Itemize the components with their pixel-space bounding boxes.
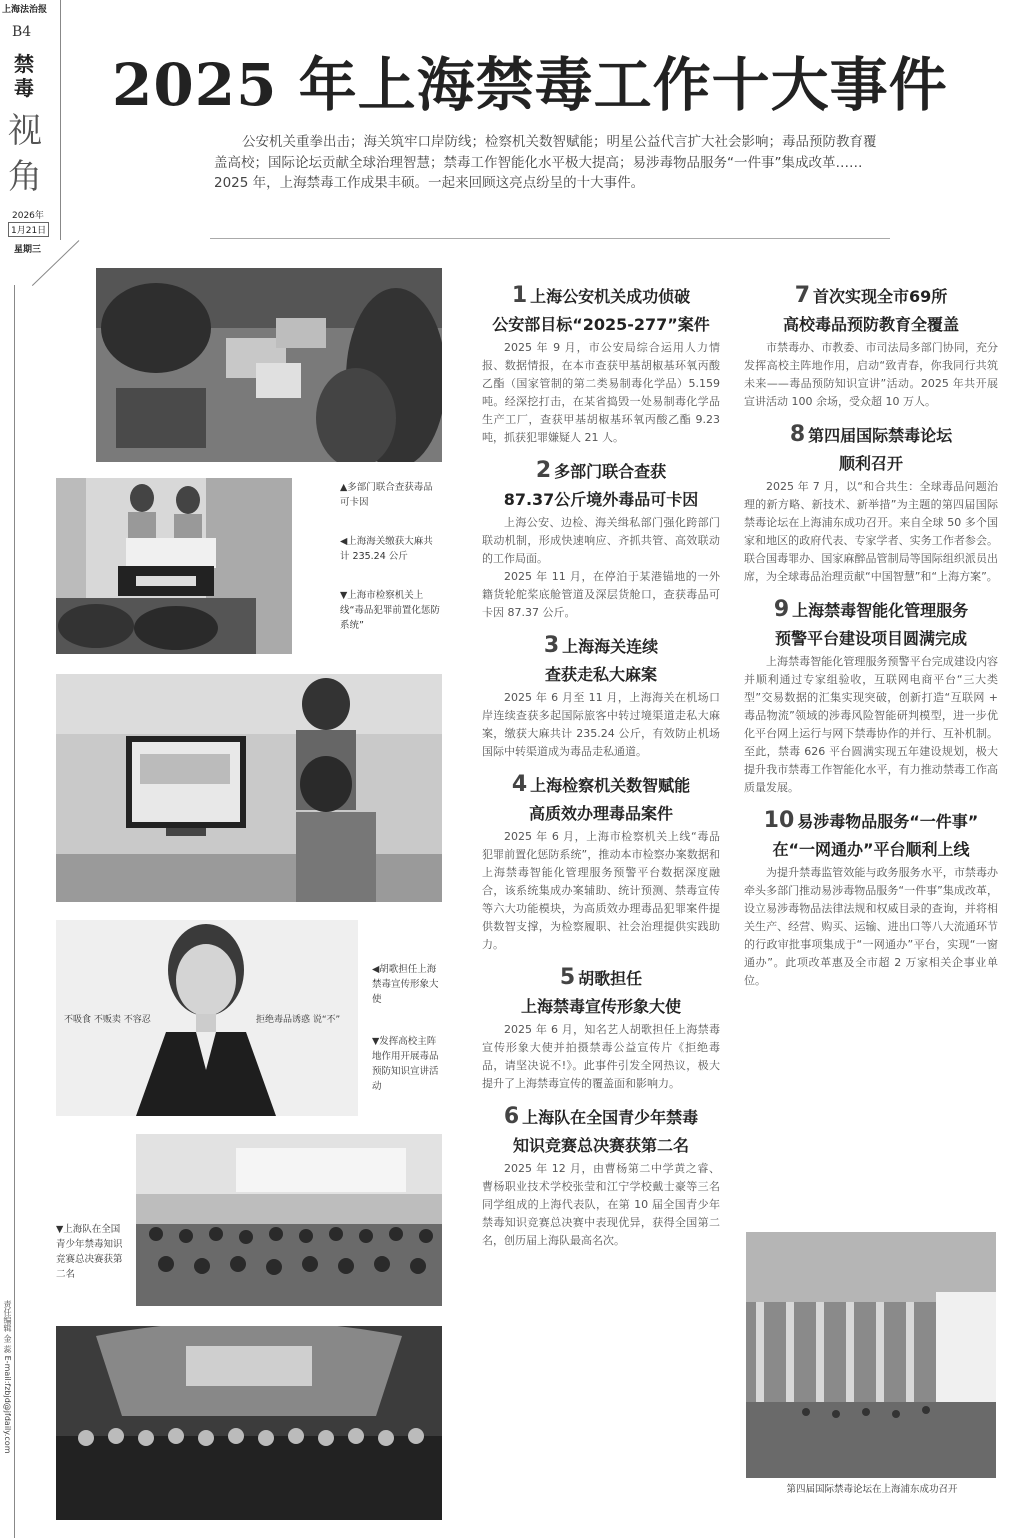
rail-divider-lower [14,285,15,1538]
editor-credit: 责任编辑 金 蕊 E-mail:fzbjd@jfdaily.com [3,1300,12,1454]
article-title-line2: 87.37公斤境外毒品可卡因 [503,490,699,509]
article-paragraph: 市禁毒办、市教委、市司法局多部门协同，充分发挥高校主阵地作用，启动“致青春，你我同行共筑未来——毒品预防知识宣讲”活动。2025 年共开展宣讲活动 100 余场，受众超 10 万人。 [744,341,998,408]
article-title-line1: 上海禁毒智能化管理服务 [792,601,969,620]
article-paragraph: 2025 年 7 月，以“和合共生：全球毒品问题治理的新方略、新技术、新举措”为主题的第四届国际禁毒论坛在上海浦东成功召开。来自全球 50 多个国家和地区的政府代表、专家学者、实务工作者参会。联合国毒罪办、国家麻醉品管制局等国际组织派员出席，为全球毒品治理贡献“中国智慧”和“上海方案”。 [744,480,998,583]
article-title-line2: 上海禁毒宣传形象大使 [520,997,681,1016]
page-headline: 2025 年上海禁毒工作十大事件 [112,51,948,119]
article-number: 10 [763,808,795,833]
article-title [482,282,720,311]
article-number: 8 [789,422,806,447]
photo-campus-lecture [136,1134,442,1306]
article-number: 9 [773,597,790,622]
article-1 [482,282,720,447]
article-paragraph: 2025 年 6 月，知名艺人胡歌担任上海禁毒宣传形象大使并拍摄禁毒公益宣传片《拒绝毒品，请坚决说不!》。此事件引发全网热议，极大提升了上海禁毒宣传的覆盖面和影响力。 [482,1023,720,1090]
photo-drug-seizure [96,268,442,462]
article-title-line2: 在“一网通办”平台顺利上线 [772,840,970,859]
article-title [482,1103,720,1132]
caption-ambassador: ◀胡歌担任上海禁毒宣传形象大使 [372,964,439,1005]
photo-quiz-team [56,1326,442,1520]
article-8 [744,421,998,586]
article-title-line2: 预警平台建设项目圆满完成 [774,629,967,648]
article-body [744,864,998,990]
caption-procuratorate: ▼上海市检察机关上线“毒品犯罪前置化惩防系统” [340,590,440,631]
paper-name: 上海法治报 [2,5,48,15]
article-number: 5 [559,965,576,990]
article-body [482,1021,720,1093]
article-paragraph: 为提升禁毒监管效能与政务服务水平，市禁毒办牵头多部门推动易涉毒物品服务“一件事”集成改革，设立易涉毒物品法律法规和权威目录的查询，并将相关生产、经营、购买、运输、进出口等八大流通环节的行政审批事项集成于“一网通办”平台，实现“一窗通办”。此项改革惠及全市超 2 万家相关企事业单位。 [744,866,998,987]
article-number: 4 [511,772,528,797]
ad-slogan-left: 不吸食 不贩卖 不容忍 [64,1015,151,1025]
article-title-line2: 高校毒品预防教育全覆盖 [782,315,959,334]
intro-text: 公安机关重拳出击；海关筑牢口岸防线；检察机关数智赋能；明星公益代言扩大社会影响；毒品预防教育覆盖高校；国际论坛贡献全球治理智慧；禁毒工作智能化水平极大提高；易涉毒物品服务“一件事”集成改革……2025 年，上海禁毒工作成果丰硕。一起来回顾这亮点纷呈的十大事件。 [214,134,877,191]
article-title [482,771,720,800]
article-title [744,282,998,311]
caption-quiz: ▼上海队在全国青少年禁毒知识竞赛总决赛获第二名 [56,1224,123,1280]
page-number: B4 [12,24,32,40]
article-column-middle [482,282,720,1260]
weekday: 星期三 [14,245,42,255]
article-body [744,478,998,586]
article-number: 6 [503,1104,520,1129]
article-title-line1: 易涉毒物品服务“一件事” [797,812,979,831]
article-column-right [744,282,998,1000]
article-paragraph: 2025 年 9 月，市公安局综合运用人力情报、数据情报，在本市查获甲基胡椒基环氧丙酸乙酯（国家管制的第二类易制毒化学品）5.159 吨。经深挖打击，在某省捣毁一处易制毒化学品生产工厂，查获甲基胡椒基环氧丙酸乙酯 9.23 吨，抓获犯罪嫌疑人 21 人。 [482,341,720,444]
section-title: 视角 [8,111,42,197]
article-3 [482,632,720,761]
date-year: 2026年 [12,211,44,221]
article-paragraph: 2025 年 12 月，由曹杨第二中学黄之睿、曹杨职业技术学校张莹和江宁学校戴士豪等三名同学组成的上海代表队，在第 10 届全国青少年禁毒知识竞赛总决赛中表现优异，获得全国第二名，创历届上海队最高名次。 [482,1162,720,1247]
photo-system-demo [56,674,442,902]
article-body [482,1160,720,1250]
article-body [482,339,720,447]
article-title-line1: 上海公安机关成功侦破 [530,287,691,306]
article-title [482,457,720,486]
article-title-line2: 查获走私大麻案 [544,665,657,684]
article-number: 3 [543,633,560,658]
article-title [744,421,998,450]
article-5 [482,964,720,1093]
rail-divider [60,0,61,240]
photo-ambassador [56,920,358,1116]
article-title-line1: 多部门联合查获 [554,462,667,481]
article-number: 1 [511,283,528,308]
article-body [744,653,998,797]
article-number: 2 [535,458,552,483]
caption-campus: ▼发挥高校主阵地作用开展毒品预防知识宣讲活动 [372,1036,439,1092]
article-paragraph: 2025 年 6 月，上海市检察机关上线“毒品犯罪前置化惩防系统”，推动本市检察办案数据和上海禁毒智能化管理服务预警平台数据深度融合，该系统集成办案辅助、统计预测、禁毒宣传等六大功能模块，为高质效办理毒品犯罪案件提供数智支撑，为检察履职、社会治理提供实践助力。 [482,830,720,951]
article-title [482,964,720,993]
caption-seizure: ▲多部门联合查获毒品可卡因 [340,482,433,508]
article-2 [482,457,720,622]
article-title-line1: 第四届国际禁毒论坛 [808,426,953,445]
article-title-line1: 上海检察机关数智赋能 [530,776,691,795]
article-title-line2: 知识竞赛总决赛获第二名 [512,1136,689,1155]
article-title-line1: 胡歌担任 [578,969,643,988]
article-body [482,514,720,622]
article-body [482,689,720,761]
article-4 [482,771,720,954]
article-title-line1: 上海队在全国青少年禁毒 [522,1108,699,1127]
photo-customs-display [56,478,292,654]
article-body [744,339,998,411]
article-paragraph: 2025 年 11 月，在停泊于某港锚地的一外籍货轮舵桨底舱管道及深层货舱口，查获毒品可卡因 87.37 公斤。 [482,570,720,619]
photo-forum [746,1232,996,1478]
article-title [482,632,720,661]
article-10 [744,807,998,990]
article-9 [744,596,998,797]
article-title [744,807,998,836]
article-paragraph: 2025 年 6 月至 11 月，上海海关在机场口岸连续查获多起国际旅客中转过境渠道走私大麻案，缴获大麻共计 235.24 公斤，有效防止机场国际中转渠道成为毒品走私通道。 [482,691,720,758]
article-6 [482,1103,720,1250]
caption-customs: ◀上海海关缴获大麻共计 235.24 公斤 [340,536,433,562]
article-number: 7 [794,283,811,308]
article-paragraph: 上海公安、边检、海关缉私部门强化跨部门联动机制，形成快速响应、齐抓共管、高效联动的工作局面。 [482,516,720,565]
article-7 [744,282,998,411]
article-paragraph: 上海禁毒智能化管理服务预警平台完成建设内容并顺利通过专家组验收，互联网电商平台“三大类型”交易数据的汇集实现突破，创新打造“互联网 + 毒品物流”领域的涉毒风险智能研判模型，进一步优化平台网上运行与网下禁毒协作的并行、互补机制。至此，禁毒 626 平台圆满实现五年建设规划，极大提升我市禁毒工作智能化水平，有力推动禁毒工作高质量发展。 [744,655,998,794]
article-title-line2: 顺利召开 [838,454,903,473]
date-day: 1月21日 [8,222,49,237]
ad-slogan-right: 拒绝毒品诱惑 说“不” [256,1015,341,1025]
article-title-line2: 公安部目标“2025-277”案件 [492,315,710,334]
article-body [482,828,720,954]
section-label: 禁毒 [14,52,34,100]
article-title-line1: 首次实现全市69所 [813,287,948,306]
caption-forum: 第四届国际禁毒论坛在上海浦东成功召开 [786,1484,958,1495]
article-title [744,596,998,625]
article-title-line2: 高质效办理毒品案件 [528,804,673,823]
article-title-line1: 上海海关连续 [562,637,659,656]
